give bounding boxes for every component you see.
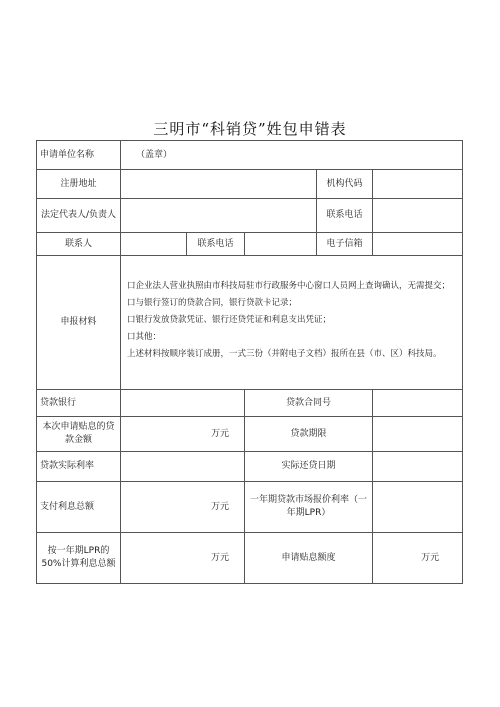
- amount-unit: 万元: [210, 428, 229, 439]
- legal-rep-field[interactable]: [121, 199, 317, 233]
- lpr50-unit: 万元: [210, 552, 229, 563]
- email-label: 电子信箱: [317, 233, 373, 256]
- bank-field[interactable]: [121, 390, 245, 417]
- lpr-field[interactable]: [373, 482, 463, 533]
- contact-field[interactable]: [121, 233, 187, 256]
- rate-label: 贷款实际利率: [37, 452, 121, 482]
- email-field[interactable]: [373, 233, 463, 256]
- term-field[interactable]: [373, 417, 463, 452]
- material-item-license[interactable]: 口企业法人营业执照由市科技局驻市行政服务中心窗口人员网上查询确认，无需提交；: [127, 281, 451, 291]
- material-item-contract[interactable]: 口与银行签订的贷款合同，银行贷款卡记录；: [127, 298, 298, 308]
- applicant-label: 申请单位名称: [37, 141, 121, 170]
- phone-field-1[interactable]: [373, 199, 463, 233]
- org-code-field[interactable]: [373, 170, 463, 199]
- materials-note: 上述材料按顺序装订成册，一式三份（并附电子文档）报所在县（市、区）科技局。: [127, 349, 442, 359]
- bank-label: 贷款银行: [37, 390, 121, 417]
- amount-field[interactable]: [121, 417, 245, 452]
- materials-label: 申报材料: [37, 256, 121, 390]
- contract-field[interactable]: [373, 390, 463, 417]
- subsidy-field[interactable]: [373, 533, 463, 584]
- material-item-vouchers[interactable]: 口银行发放贷款凭证、银行还贷凭证和利息支出凭证；: [127, 315, 332, 325]
- amount-label: 本次申请贴息的贷款金额: [37, 417, 121, 452]
- application-form: [36, 140, 463, 584]
- material-item-other[interactable]: 口其他：: [127, 332, 162, 342]
- phone-field-2[interactable]: [245, 233, 317, 256]
- repay-date-field[interactable]: [373, 452, 463, 482]
- materials-list: [121, 256, 463, 390]
- lpr50-field[interactable]: [121, 533, 245, 584]
- lpr-label: 一年期贷款市场报价利率（一年期LPR）: [245, 482, 373, 533]
- applicant-field[interactable]: [121, 141, 463, 170]
- phone-label-1: 联系电话: [317, 199, 373, 233]
- applicant-seal-note: （盖章）: [136, 149, 173, 160]
- interest-unit: 万元: [210, 501, 229, 512]
- org-code-label: 机构代码: [317, 170, 373, 199]
- repay-date-label: 实际还贷日期: [245, 452, 373, 482]
- subsidy-unit: 万元: [421, 552, 440, 563]
- lpr50-label: 按一年期LPR的50%计算利息总额: [37, 533, 121, 584]
- subsidy-label: 申请贴息额度: [245, 533, 373, 584]
- contract-label: 贷款合同号: [245, 390, 373, 417]
- address-field[interactable]: [121, 170, 317, 199]
- interest-field[interactable]: [121, 482, 245, 533]
- interest-label: 支付利息总额: [37, 482, 121, 533]
- rate-field[interactable]: [121, 452, 245, 482]
- term-label: 贷款期限: [245, 417, 373, 452]
- contact-label: 联系人: [37, 233, 121, 256]
- legal-rep-label: 法定代表人/负责人: [37, 199, 121, 233]
- address-label: 注册地址: [37, 170, 121, 199]
- page-title: 三明市“科销贷”姓包申错表: [153, 120, 347, 138]
- phone-label-2: 联系电话: [187, 233, 245, 256]
